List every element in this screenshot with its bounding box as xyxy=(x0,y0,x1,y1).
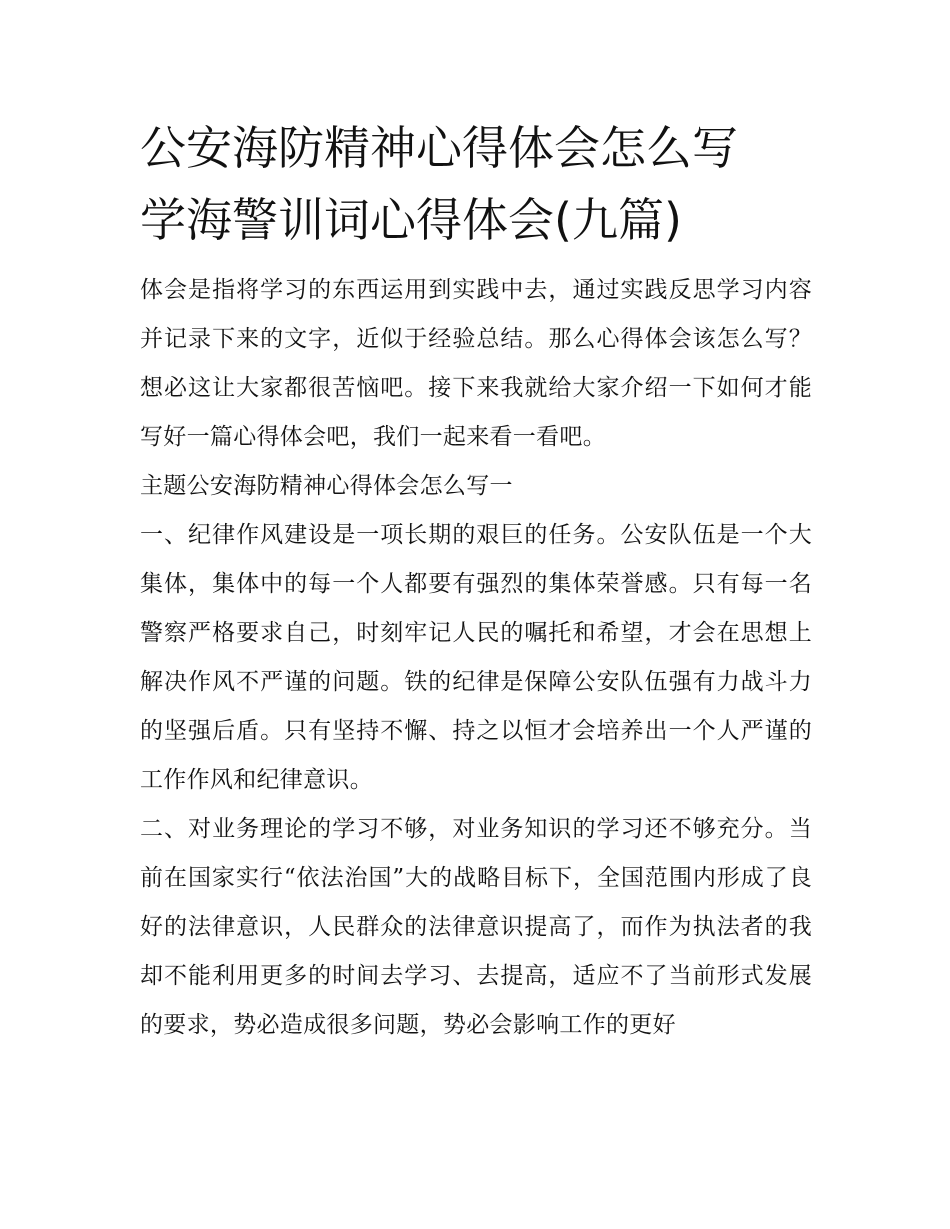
document-content xyxy=(140,112,812,1050)
intro-paragraph: 体会是指将学习的东西运用到实践中去，通过实践反思学习内容并记录下来的文字，近似于经验总结。那么心得体会该怎么写？想必这让大家都很苦恼吧。接下来我就给大家介绍一下如何才能写好一篇心得体会吧，我们一起来看一看吧。 xyxy=(140,277,812,450)
document-body xyxy=(140,266,812,1050)
document-title xyxy=(140,112,812,256)
body-paragraph-2: 二、对业务理论的学习不够，对业务知识的学习还不够充分。当前在国家实行“依法治国”大的战略目标下，全国范围内形成了良好的法律意识，人民群众的法律意识提高了，而作为执法者的我却不能利用更多的时间去学习、去提高，适应不了当前形式发展的要求，势必造成很多问题，势必会影响工作的更好 xyxy=(140,816,812,1038)
title-line-2: 学海警训词心得体会(九篇) xyxy=(140,193,682,247)
section-heading: 主题公安海防精神心得体会怎么写一 xyxy=(140,473,513,499)
body-paragraph-1: 一、纪律作风建设是一项长期的艰巨的任务。公安队伍是一个大集体，集体中的每一个人都要有强烈的集体荣誉感。只有每一名警察严格要求自己，时刻牢记人民的嘱托和希望，才会在思想上解决作风不严谨的问题。铁的纪律是保障公安队伍强有力战斗力的坚强后盾。只有坚持不懈、持之以恒才会培养出一个人严谨的工作作风和纪律意识。 xyxy=(140,522,812,793)
title-line-1: 公安海防精神心得体会怎么写 xyxy=(140,121,738,175)
